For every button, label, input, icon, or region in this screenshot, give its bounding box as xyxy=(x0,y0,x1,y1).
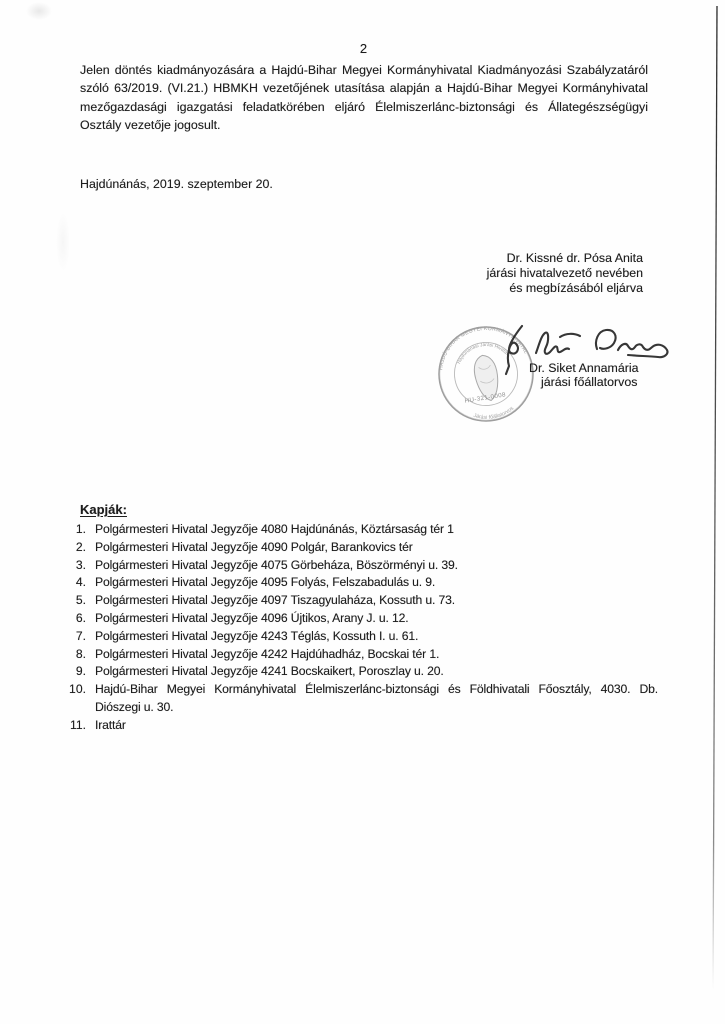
stamp-ring-text-outer: HAJDÚ-BIHAR MEGYEI KORMÁNYHIVATAL xyxy=(438,325,529,371)
list-item: Polgármesteri Hivatal Jegyzője 4075 Görbeháza, Böszörményi u. 39. xyxy=(95,557,458,572)
list-item: Polgármesteri Hivatal Jegyzője 4095 Folyás, Felszabadulás u. 9. xyxy=(95,575,436,590)
distribution-section xyxy=(80,502,658,735)
list-item: Hajdú-Bihar Megyei Kormányhivatal Élelmiszerlánc-biztonsági és Földhivatali Főosztály, 4030. Db. Diószegi u. 30. xyxy=(95,682,658,714)
signer-name: Dr. Siket Annamária xyxy=(529,361,639,375)
list-item: Polgármesteri Hivatal Jegyzője 4090 Polgár, Barankovics tér xyxy=(95,539,413,554)
list-item: Irattár xyxy=(95,717,126,732)
distribution-list xyxy=(80,521,658,735)
list-item: Polgármesteri Hivatal Jegyzője 4080 Hajdúnánás, Köztársaság tér 1 xyxy=(95,522,454,536)
list-item: Polgármesteri Hivatal Jegyzője 4241 Bocskaikert, Poroszlay u. 20. xyxy=(95,664,444,679)
dateline: Hajdúnánás, 2019. szeptember 20. xyxy=(80,177,273,191)
issuer-name: Dr. Kissné dr. Pósa Anita xyxy=(506,251,643,265)
issuer-authority-line: és megbízásából eljárva xyxy=(509,281,643,296)
scan-artifact xyxy=(26,2,52,20)
list-item: Polgármesteri Hivatal Jegyzője 4096 Újtikos, Arany J. u. 12. xyxy=(95,610,409,625)
scan-edge-line xyxy=(700,0,725,1024)
stamp-ring-text-inner: Hajdúnánási Járási Hivatal xyxy=(457,342,509,365)
stamp-bottom-text: Járási főállatorvos xyxy=(472,405,516,421)
page-number: 2 xyxy=(359,41,368,56)
issuer-role-line: járási hivatalvezető nevében xyxy=(486,266,643,281)
signer-title: járási főállatorvos xyxy=(541,375,638,389)
intro-paragraph: Jelen döntés kiadmányozására a Hajdú-Bihar Megyei Kormányhivatal Kiadmányozási Szabályzatáról szóló 63/2019. (VI.21.) HBMKH vezetőjének utasítása alapján a Hajdú-Bihar Megyei Kormányhivatal mezőgazdasági igazgatási feladatkörében eljáró Élelmiszerlánc-biztonsági és Állategészségügyi Osztály vezetője jogosult. xyxy=(80,63,648,132)
list-item: Polgármesteri Hivatal Jegyzője 4097 Tiszagyulaháza, Kossuth u. 73. xyxy=(95,593,455,608)
scan-artifact xyxy=(56,212,70,272)
list-item: Polgármesteri Hivatal Jegyzője 4242 Hajdúhadház, Bocskai tér 1. xyxy=(95,646,440,661)
stamp-code: HU-321-0008 xyxy=(464,391,507,405)
distribution-heading: Kapják: xyxy=(80,502,127,517)
issuer-block xyxy=(343,251,643,297)
list-item: Polgármesteri Hivatal Jegyzője 4243 Téglás, Kossuth I. u. 61. xyxy=(95,628,419,643)
